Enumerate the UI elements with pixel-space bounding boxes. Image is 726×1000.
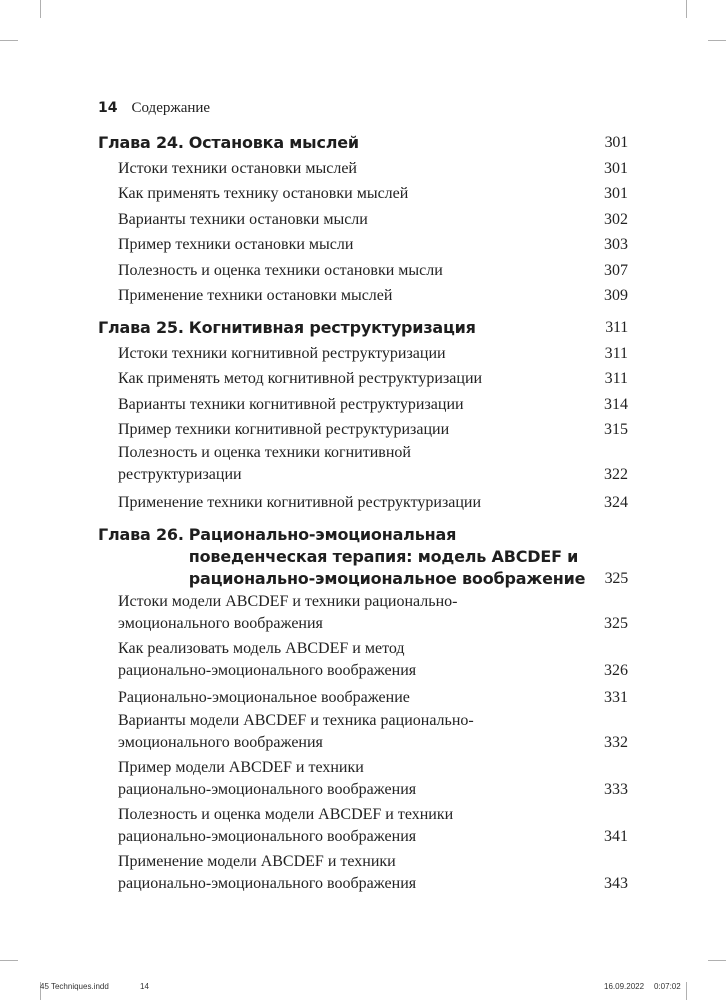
- toc-entry: [118, 756, 628, 803]
- chapter-label: Глава 26.: [98, 524, 184, 544]
- toc-entry: [118, 684, 628, 710]
- chapter-label: Глава 24.: [98, 133, 184, 152]
- chapter-25: [98, 317, 628, 514]
- entry-page: 332: [604, 734, 628, 751]
- entry-page: 301: [604, 185, 628, 202]
- entry-title: Варианты модели ABCDEF и техника рационально-эмоционального воображения: [118, 712, 474, 751]
- entry-title: Как применять метод когнитивной реструктуризации: [118, 370, 483, 387]
- entry-page: 303: [604, 236, 628, 253]
- toc-entry: [118, 637, 628, 684]
- entry-title: Как реализовать модель ABCDEF и метод рационально-эмоционального воображения: [118, 639, 417, 679]
- slug-time: 0:07:02: [654, 982, 681, 991]
- toc-entry: [118, 590, 628, 637]
- entry-title: Варианты техники когнитивной реструктуризации: [118, 395, 464, 413]
- chapter-page: 311: [605, 319, 628, 336]
- entry-page: 324: [604, 493, 628, 511]
- chapter-label: Глава 25.: [98, 318, 184, 337]
- chapter-title: Рационально-эмоциональная поведенческая терапия: модель ABCDEF и рационально-эмоциональное воображение: [188, 524, 586, 588]
- entry-page: 309: [604, 287, 628, 304]
- entry-page: 302: [604, 210, 628, 228]
- entry-page: 315: [604, 421, 628, 438]
- toc-entry: [118, 390, 628, 416]
- crop-mark: [0, 40, 18, 41]
- entry-title: Пример техники когнитивной реструктуризации: [118, 421, 450, 438]
- entry-title: Полезность и оценка техники остановки мысли: [118, 261, 443, 279]
- entry-page: 325: [604, 614, 628, 632]
- toc-entry: [118, 803, 628, 850]
- chapter-24: [98, 132, 628, 307]
- toc-entry: [118, 416, 628, 442]
- entry-page: 333: [604, 781, 628, 798]
- entry-page: 326: [604, 661, 628, 679]
- slug-file-page: 14: [140, 982, 149, 991]
- toc-entry: [118, 231, 628, 257]
- chapter-title: Остановка мыслей: [188, 133, 359, 152]
- entry-page: 341: [604, 828, 628, 845]
- entry-page: 322: [604, 466, 628, 483]
- entry-title: Применение модели ABCDEF и техники рационально-эмоционального воображения: [118, 853, 417, 892]
- toc-entry: [118, 709, 628, 756]
- crop-mark: [0, 960, 18, 961]
- crop-mark: [708, 960, 726, 961]
- entry-title: Как применять технику остановки мыслей: [118, 185, 409, 202]
- toc-entry: [118, 154, 628, 180]
- entry-page: 343: [604, 875, 628, 892]
- toc-entry: [118, 205, 628, 231]
- toc-entry: [118, 488, 628, 514]
- toc-entry: [118, 441, 628, 488]
- entry-title: Истоки техники когнитивной реструктуризации: [118, 344, 446, 362]
- chapter-heading: [98, 524, 628, 590]
- toc-entry: [118, 282, 628, 308]
- slug-date: 16.09.2022: [604, 982, 645, 991]
- toc-entry: [118, 365, 628, 391]
- entry-page: 311: [604, 344, 628, 362]
- entry-page: 311: [604, 370, 628, 387]
- entry-title: Полезность и оценка техники когнитивной реструктуризации: [118, 444, 411, 483]
- entry-title: Варианты техники остановки мысли: [118, 210, 368, 228]
- chapter-page: 325: [604, 569, 628, 587]
- entry-title: Применение техники когнитивной реструктуризации: [118, 493, 482, 511]
- section-title: Содержание: [131, 100, 211, 116]
- entry-title: Полезность и оценка модели ABCDEF и техники рационально-эмоционального воображения: [118, 806, 454, 845]
- entry-title: Применение техники остановки мыслей: [118, 287, 393, 304]
- chapter-page: 301: [604, 134, 628, 151]
- entry-page: 301: [604, 159, 628, 177]
- entry-title: Истоки модели ABCDEF и техники рационально-эмоционального воображения: [118, 592, 458, 632]
- toc-entry: [118, 180, 628, 206]
- entry-title: Рационально-эмоциональное воображение: [118, 689, 410, 706]
- entry-title: Пример модели ABCDEF и техники рационально-эмоционального воображения: [118, 759, 417, 798]
- chapter-26: [98, 524, 628, 898]
- toc-entry: [118, 339, 628, 365]
- crop-mark: [708, 40, 726, 41]
- toc-entry: [118, 850, 628, 897]
- entry-title: Пример техники остановки мысли: [118, 236, 354, 253]
- crop-mark: [686, 982, 687, 1000]
- page-number: 14: [98, 100, 118, 116]
- entry-title: Истоки техники остановки мыслей: [118, 159, 357, 177]
- chapter-title: Когнитивная реструктуризация: [188, 318, 476, 337]
- chapter-heading: [98, 317, 628, 339]
- chapter-heading: [98, 132, 628, 154]
- running-head: [98, 100, 210, 122]
- toc-entry: [118, 256, 628, 282]
- crop-mark: [40, 0, 41, 18]
- entry-page: 314: [604, 395, 628, 413]
- entry-page: 331: [604, 689, 628, 706]
- crop-mark: [686, 0, 687, 18]
- entry-page: 307: [604, 261, 628, 279]
- slug-file-name: 45 Techniques.indd: [40, 982, 109, 991]
- table-of-contents: [98, 132, 628, 907]
